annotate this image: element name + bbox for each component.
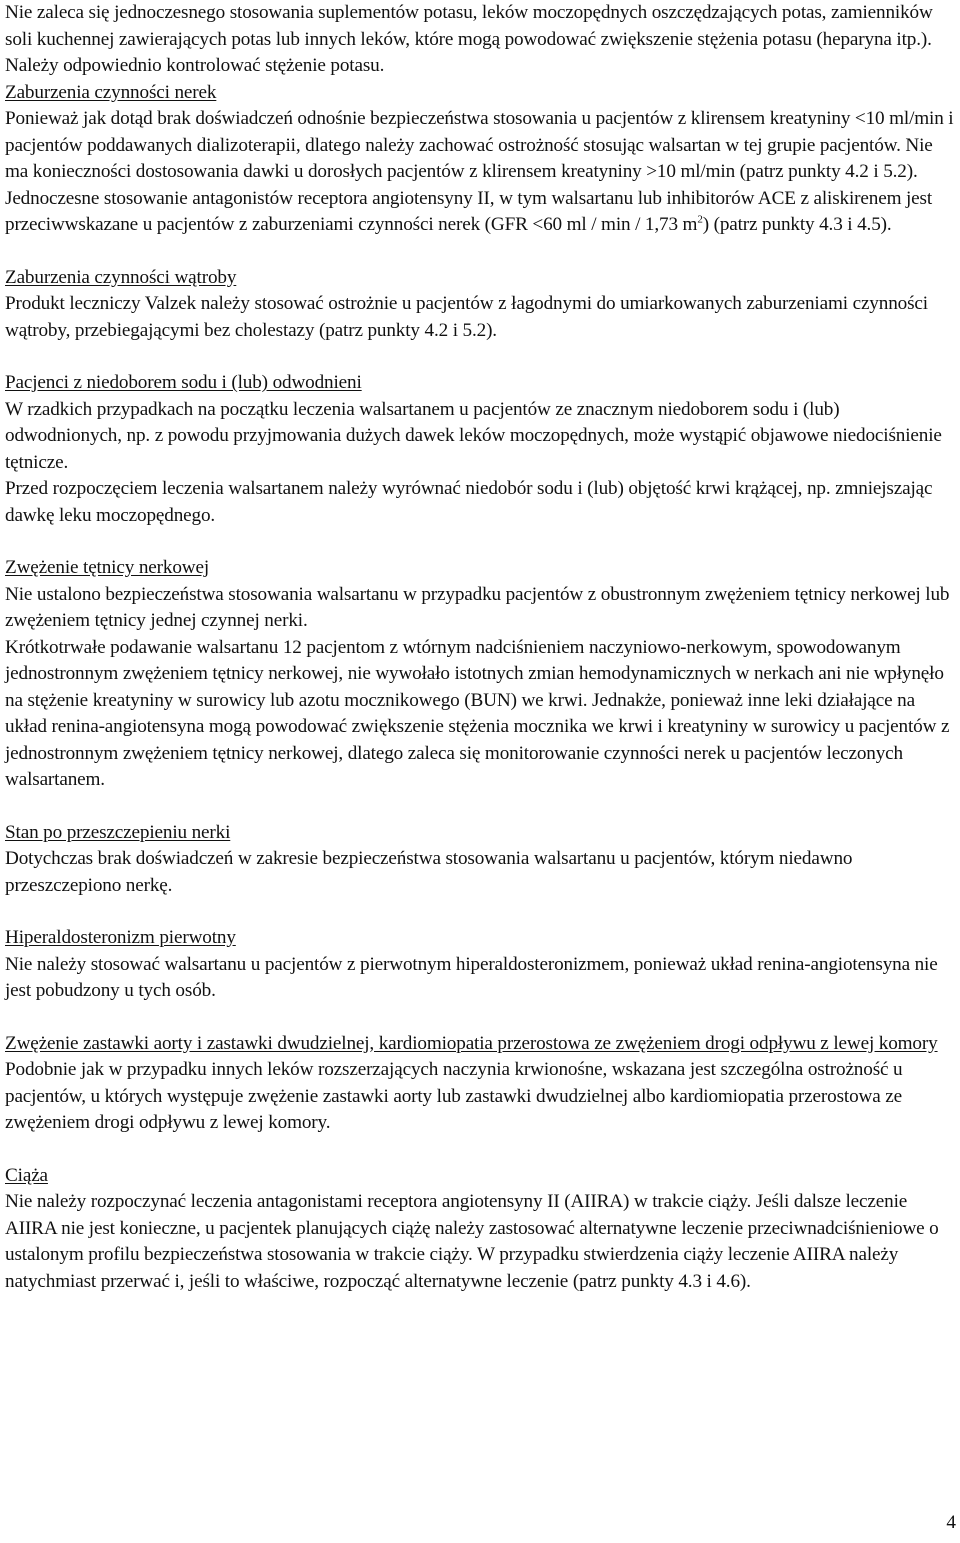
kidney-paragraph-2-tail: ) (patrz punkty 4.3 i 4.5). <box>702 214 892 235</box>
pregnancy-paragraph-1: Nie należy rozpoczynać leczenia antagonistami receptora angiotensyny II (AIIRA) w trakcie ciąży. Jeśli dalsze leczenie AIIRA nie jest konieczne, u pacjentek planujących ciążę należy zastosować alternatywne leczenie przeciwnadciśnieniowe o ustalonym profilu bezpieczeństwa stosowania w trakcie ciąży. W przypadku stwierdzenia ciąży leczenie AIIRA należy natychmiast przerwać i, jeśli to właściwe, rozpocząć alternatywne leczenie (patrz punkty 4.3 i 4.6). <box>5 1191 939 1292</box>
stenosis-paragraph-1: Nie ustalono bezpieczeństwa stosowania walsartanu w przypadku pacjentów z obustronnym zwężeniem tętnicy nerkowej lub zwężeniem tętnicy jednej czynnej nerki. <box>5 583 950 631</box>
section-heading-renal-artery-stenosis: Zwężenie tętnicy nerkowej <box>5 557 210 578</box>
aldosteronism-paragraph-1: Nie należy stosować walsartanu u pacjentów z pierwotnym hiperaldosteronizmem, ponieważ układ renina-angiotensyna nie jest pobudzony u tych osób. <box>5 953 938 1001</box>
transplant-paragraph-1: Dotychczas brak doświadczeń w zakresie bezpieczeństwa stosowania walsartanu u pacjentów, którym niedawno przeszczepiono nerkę. <box>5 848 853 896</box>
valve-paragraph-1: Podobnie jak w przypadku innych leków rozszerzających naczynia krwionośne, wskazana jest szczególna ostrożność u pacjentów, u których występuje zwężenie zastawki aorty lub zastawki dwudzielnej albo kardiomiopatia przerostowa ze zwężeniem drogi odpływu z lewej komory. <box>5 1059 903 1133</box>
kidney-paragraph-2 <box>5 186 957 239</box>
section-kidney <box>5 80 957 239</box>
section-sodium <box>5 370 957 529</box>
section-heading-primary-aldosteronism: Hiperaldosteronizm pierwotny <box>5 927 236 948</box>
sodium-paragraph-1: W rzadkich przypadkach na początku leczenia walsartanem u pacjentów ze znacznym niedoborem sodu i (lub) odwodnionych, np. z powodu przyjmowania dużych dawek leków moczopędnych, może wystąpić objawowe niedociśnienie tętnicze. <box>5 398 942 473</box>
page-number: 4 <box>946 1512 956 1533</box>
section-valve-stenosis <box>5 1031 957 1137</box>
liver-paragraph-1: Produkt leczniczy Valzek należy stosować ostrożnie u pacjentów z łagodnymi do umiarkowanych zaburzeniami czynności wątroby, przebiegającymi bez cholestazy (patrz punkty 4.2 i 5.2). <box>5 293 928 341</box>
section-heading-liver: Zaburzenia czynności wątroby <box>5 266 237 288</box>
section-heading-kidney-transplant: Stan po przeszczepieniu nerki <box>5 821 231 843</box>
section-heading-pregnancy: Ciąża <box>5 1164 48 1186</box>
section-heading-valve-stenosis: Zwężenie zastawki aorty i zastawki dwudzielnej, kardiomiopatia przerostowa ze zwężeniem drogi odpływu z lewej komory <box>5 1032 938 1054</box>
intro-paragraph: Nie zaleca się jednoczesnego stosowania suplementów potasu, leków moczopędnych oszczędzających potas, zamienników soli kuchennej zawierających potas lub innych leków, które mogą powodować zwiększenie stężenia potasu (heparyna itp.). Należy odpowiednio kontrolować stężenie potasu. <box>5 2 933 76</box>
kidney-paragraph-1: Ponieważ jak dotąd brak doświadczeń odnośnie bezpieczeństwa stosowania u pacjentów z klirensem kreatyniny <10 ml/min i pacjentów poddawanych dializoterapii, dlatego należy zachować ostrożność stosując walsartan w tej grupie pacjentów. Nie ma konieczności dostosowania dawki u dorosłych pacjentów z klirensem kreatyniny >10 ml/min (patrz punkty 4.2 i 5.2). <box>5 108 954 182</box>
stenosis-paragraph-2: Krótkotrwałe podawanie walsartanu 12 pacjentom z wtórnym nadciśnieniem naczyniowo-nerkowym, spowodowanym jednostronnym zwężeniem tętnicy nerkowej, nie wywołało istotnych zmian hemodynamicznych w nerkach ani nie wpłynęło na stężenie kreatyniny w surowicy lub azotu mocznikowego (BUN) we krwi. Jednakże, ponieważ inne leki działające na układ renina-angiotensyna mogą powodować zwiększenie stężenia mocznika we krwi i kreatyniny w surowicy u pacjentów z jednostronnym zwężeniem tętnicy nerkowej, dlatego zaleca się monitorowanie czynności nerek u pacjentów leczonych walsartanem. <box>5 636 950 790</box>
section-pregnancy <box>5 1163 957 1296</box>
superscript-2: 2 <box>697 213 703 226</box>
kidney-paragraph-2-text: Jednoczesne stosowanie antagonistów receptora angiotensyny II, w tym walsartanu lub inhibitorów ACE z aliskirenem jest przeciwwskazane u pacjentów z zaburzeniami czynności nerek (GFR <60 ml / min / 1,73 m <box>5 187 933 235</box>
section-primary-aldosteronism <box>5 925 957 1005</box>
section-kidney-transplant <box>5 820 957 900</box>
section-heading-kidney: Zaburzenia czynności nerek <box>5 81 217 103</box>
sodium-paragraph-2: Przed rozpoczęciem leczenia walsartanem należy wyrównać niedobór sodu i (lub) objętość krwi krążącej, np. zmniejszając dawkę leku moczopędnego. <box>5 478 933 526</box>
section-liver <box>5 265 957 345</box>
document-page <box>5 0 957 1295</box>
section-renal-artery-stenosis <box>5 555 957 794</box>
section-heading-sodium: Pacjenci z niedoborem sodu i (lub) odwodnieni <box>5 372 362 393</box>
